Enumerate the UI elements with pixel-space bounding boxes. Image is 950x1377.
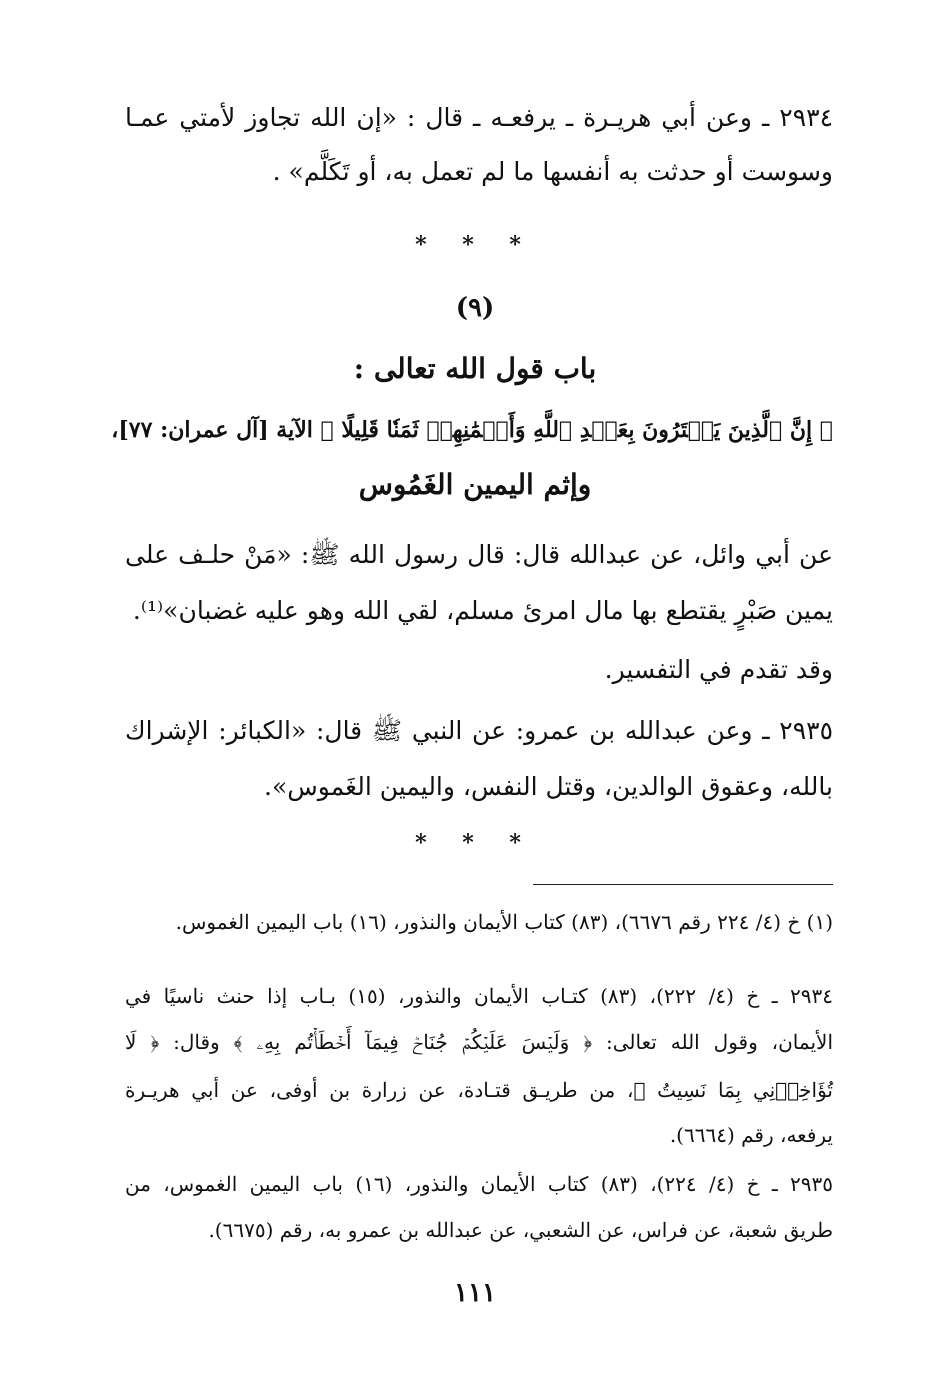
chapter-title: باب قول الله تعالى :: [353, 352, 597, 385]
footnote-2935-line-2: طريق شعبة، عن فراس، عن الشعبي، عن عبدالله بن عمرو به، رقم (٦٦٧٥).: [208, 1218, 833, 1242]
chapter-body-line-2: يمين صَبْرٍ يقتطع بها مال امرئ مسلم، لقي الله وهو عليه غضبان»⁽¹⁾.: [132, 596, 833, 625]
footnote-2934-line-3: تُؤَاخِذۡنِي بِمَا نَسِيتُ ﴾، من طريـق قتـادة، عن زرارة بن أوفى، عن أبي هريـرة: [125, 1078, 833, 1102]
footnote-2935-line-1: ٢٩٣٥ ـ خ (٤/ ٢٢٤)، (٨٣) كتاب الأيمان والنذور، (١٦) باب اليمين الغموس، من: [125, 1172, 834, 1196]
page-number: ١١١: [454, 1278, 496, 1308]
footnote-1: (١) خ (٤/ ٢٢٤ رقم ٦٦٧٦)، (٨٣) كتاب الأيمان والنذور، (١٦) باب اليمين الغموس.: [175, 910, 833, 934]
chapter-body-line-3: وقد تقدم في التفسير.: [604, 655, 833, 684]
hadith-2935-line-1: ٢٩٣٥ ـ وعن عبدالله بن عمرو: عن النبي ﷺ قال: «الكبائر: الإشراك: [125, 716, 833, 745]
hadith-2934-line-1: ٢٩٣٤ ـ وعن أبي هريـرة ـ يرفعـه ـ قال : «إن الله تجاوز لأمتي عمـا: [125, 103, 833, 132]
footnote-2934-line-2: الأيمان، وقول الله تعالى: ﴿ وَلَيۡسَ عَلَيۡكُمۡ جُنَاحٞ فِيمَآ أَخۡطَأۡتُم بِهِۦ ﴾ وقال: ﴿ لَا: [125, 1030, 833, 1054]
chapter-number: (٩): [455, 293, 495, 323]
footnote-2934-line-1: ٢٩٣٤ ـ خ (٤/ ٢٢٢)، (٨٣) كتـاب الأيمان والنذور، (١٥) بـاب إذا حنث ناسيًا في: [125, 984, 833, 1008]
section-separator: * * *: [415, 830, 535, 856]
chapter-body-line-1: عن أبي وائل، عن عبدالله قال: قال رسول الله ﷺ: «مَنْ حلـف على: [125, 540, 833, 569]
hadith-2935-line-2: بالله، وعقوق الوالدين، وقتل النفس، واليمين الغَموس».: [264, 772, 833, 801]
footnote-divider: [533, 884, 833, 885]
footnote-2934-line-4: يرفعه، رقم (٦٦٦٤).: [669, 1123, 833, 1147]
hadith-2934-line-2: وسوست أو حدثت به أنفسها ما لم تعمل به، أو تَكَلَّم» .: [272, 157, 833, 186]
section-separator: * * *: [415, 232, 535, 258]
chapter-verse: ﴿ إِنَّ ٱلَّذِينَ يَشۡتَرُونَ بِعَهۡدِ ٱللَّهِ وَأَيۡمَٰنِهِمۡ ثَمَنٗا قَلِيلًا ﴾ الآية [آل عمران: ٧٧]،: [111, 417, 833, 443]
chapter-subtitle: وإثم اليمين الغَمُوس: [358, 468, 592, 501]
